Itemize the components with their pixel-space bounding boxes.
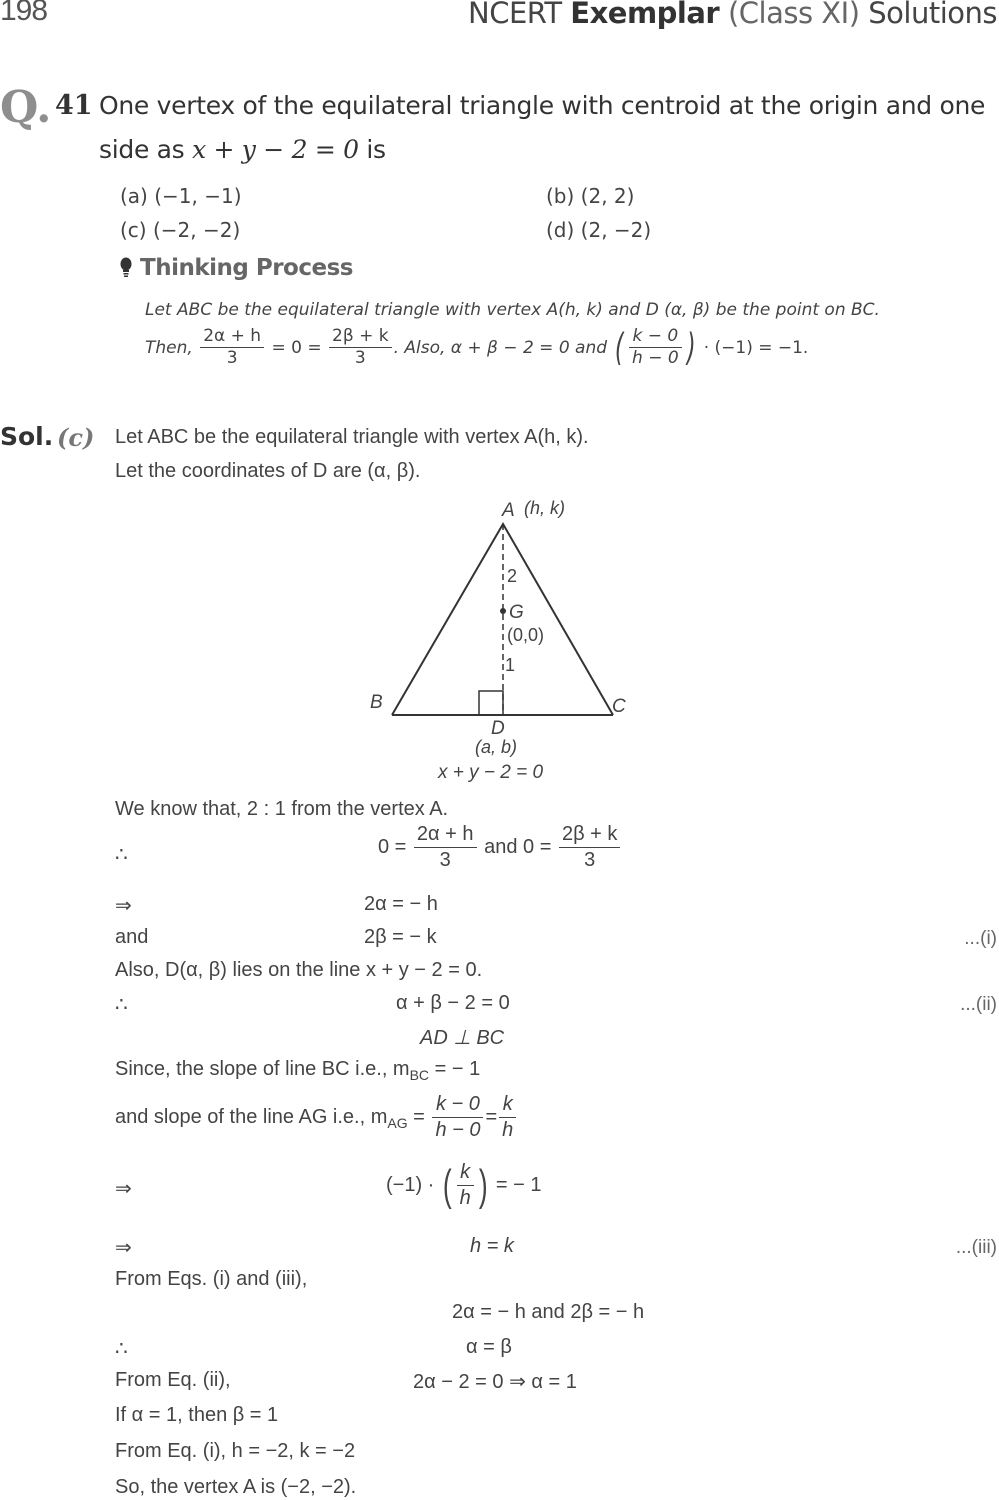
step-2beta: 2β = − k [364,926,437,948]
book-prefix: NCERT [468,0,562,30]
numerator: k [457,1160,474,1186]
equals: = [407,1105,425,1128]
option-value: (−2, −2) [152,218,241,242]
therefore-symbol: ∴ [115,994,128,1016]
equals-minus-one: = − 1 [495,1173,542,1196]
option-value: (−1, −1) [154,184,242,208]
option-a [120,184,242,208]
label-c: C [612,696,626,717]
step-h-k-values: From Eq. (i), h = −2, k = −2 [115,1440,356,1462]
book-class: (Class XI) [727,0,860,30]
label-g-coords: (0,0) [507,625,545,645]
line-equation: x + y − 2 = 0 [438,762,544,783]
fraction [432,1092,483,1143]
slope-bc-value: = − 1 [429,1058,481,1080]
solution-answer: (c) [57,423,95,452]
step-ratio: We know that, 2 : 1 from the vertex A. [115,798,449,820]
question-equation: x + y − 2 = 0 [192,135,359,164]
numerator: 2α + h [200,326,264,348]
step-h-equals-k: h = k [470,1235,514,1257]
right-angle-marker [479,691,503,715]
implies-symbol: ⇒ [115,1178,132,1200]
and-text: and [484,835,518,858]
centroid-equations [378,822,622,873]
option-d [546,218,651,242]
lightbulb-icon [120,257,132,277]
denominator: 3 [354,348,366,369]
equation-number-2: ...(ii) [960,994,997,1015]
paren-right: ) [478,1160,488,1210]
label-a: A [502,500,515,521]
label-d-coords: (a, b) [475,737,518,757]
implies-symbol: ⇒ [115,1237,132,1259]
label-a-coords: (h, k) [524,498,566,518]
question-text-prefix: side as [99,135,193,164]
thinking-process-title: Thinking Process [140,255,353,281]
step-perpendicular: AD ⊥ BC [420,1027,505,1049]
fraction [499,1092,516,1143]
denominator: 3 [584,849,596,871]
option-value: (2, −2) [580,218,652,242]
step-product-slopes [386,1160,542,1211]
label-d: D [491,718,505,739]
question-number: 41 [55,90,93,121]
denominator: h − 0 [435,1119,481,1141]
equals: = [485,1105,498,1128]
subscript: AG [387,1114,408,1131]
numerator: 2β + k [559,822,620,848]
fraction [559,822,620,873]
fraction-alpha [200,326,264,370]
fraction [414,822,477,873]
step-2alpha: 2α = − h [364,893,438,915]
numerator: k − 0 [629,326,682,348]
ratio-top: 2 [507,566,518,586]
paren-left: ( [442,1160,452,1210]
step-beta-value: If α = 1, then β = 1 [115,1404,279,1426]
denominator: h − 0 [632,348,679,369]
book-bold: Exemplar [570,0,720,30]
thinking-process-heading [120,255,353,281]
equals-zero: = 0 = [271,337,322,358]
denominator: h [459,1187,471,1209]
slope-bc-text: Since, the slope of line BC i.e., m [115,1058,410,1080]
paren-left: ( [615,325,625,370]
option-value: (2, 2) [580,184,635,208]
triangle-figure [360,490,660,790]
option-label: (b) [546,184,575,208]
then-text: Then, [145,337,193,358]
lhs: 0 = [378,835,407,858]
step-from-eqs: From Eqs. (i) and (iii), [115,1268,308,1290]
step-slope-ag [115,1092,518,1143]
fraction-beta [329,326,392,370]
question-text-suffix: is [358,135,386,164]
step-combined: 2α = − h and 2β = − h [452,1301,645,1323]
option-c [120,218,240,242]
denominator: h [502,1119,514,1141]
numerator: 2α + h [414,822,477,848]
step-alpha-beta: α + β − 2 = 0 [396,992,510,1014]
book-suffix: Solutions [868,0,997,30]
denominator: 3 [439,849,451,871]
denominator: 3 [226,348,238,369]
step-slope-bc [115,1058,480,1083]
thinking-process-line1: Let ABC be the equilateral triangle with vertex A(h, k) and D (α, β) be the point on BC. [145,300,880,320]
option-label: (d) [546,218,575,242]
fraction [457,1160,474,1211]
subscript: BC [409,1067,430,1083]
slope-ag-text: and slope of the line AG i.e., m [115,1105,388,1128]
step-conclusion: So, the vertex A is (−2, −2). [115,1476,357,1498]
step-alpha-eq-beta: α = β [466,1336,512,1358]
centroid-point [500,608,506,614]
paren-right: ) [686,325,696,370]
step-line-condition: Also, D(α, β) lies on the line x + y − 2 = 0. [115,959,483,981]
equation-number-1: ...(i) [964,928,997,949]
label-b: B [370,692,383,713]
thinking-process-line2 [145,326,808,370]
solution-label: Sol. [0,422,54,451]
and-label: and [115,926,149,948]
solution-line2: Let the coordinates of D are (α, β). [115,460,421,482]
question-marker: Q. [0,82,52,133]
fraction-slope [629,326,682,370]
question-text-line1: One vertex of the equilateral triangle with centroid at the origin and one [99,91,986,120]
equation-number-3: ...(iii) [955,1237,997,1258]
also-text: . Also, α + β − 2 = 0 and [393,337,608,358]
minus-one: (−1) · [386,1173,435,1196]
running-header [468,0,997,30]
label-g: G [509,602,524,623]
therefore-symbol: ∴ [115,844,128,866]
step-from-eq2-label: From Eq. (ii), [115,1369,231,1391]
question-text-line2 [99,135,386,164]
option-label: (a) [120,184,148,208]
lhs: 0 = [523,835,552,858]
ratio-bottom: 1 [505,655,516,675]
numerator: k [499,1092,516,1118]
step-alpha-value: 2α − 2 = 0 ⇒ α = 1 [413,1371,577,1393]
tail-text: · (−1) = −1. [703,337,809,358]
numerator: 2β + k [329,326,392,348]
implies-symbol: ⇒ [115,895,132,917]
solution-line1: Let ABC be the equilateral triangle with vertex A(h, k). [115,426,589,448]
therefore-symbol: ∴ [115,1338,128,1360]
numerator: k − 0 [432,1092,483,1118]
page-number: 198 [0,0,48,27]
option-label: (c) [120,218,147,242]
option-b [546,184,634,208]
